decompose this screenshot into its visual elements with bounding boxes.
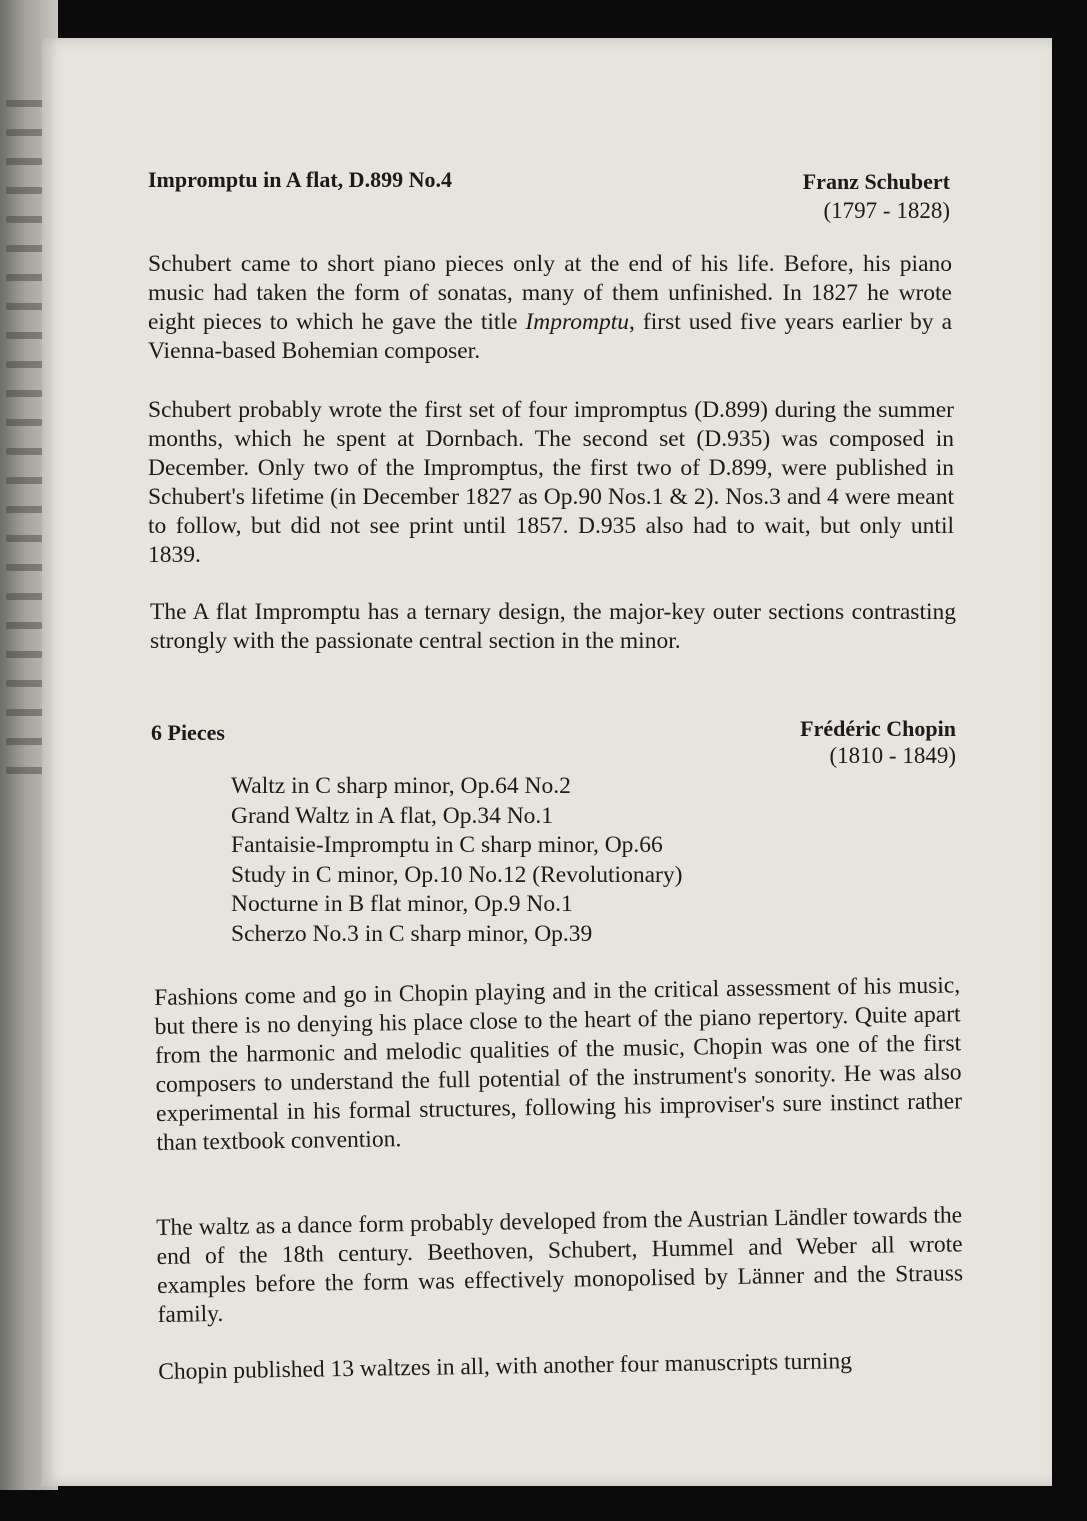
booklet-page: [42, 38, 1052, 1486]
schubert-paragraph-1: [148, 250, 952, 366]
schubert-paragraph-3: The A flat Impromptu has a ternary design, the major-key outer sections contrasting strongly with the passionate central section in the minor.: [150, 599, 956, 654]
list-item: Waltz in C sharp minor, Op.64 No.2: [231, 773, 571, 799]
schubert-paragraph-2: Schubert probably wrote the first set of four impromptus (D.899) during the summer months, which he spent at Dornbach. The second set (D.935) was composed in December. Only two of the Impromptus, the first two of D.899, were published in Schubert's lifetime (in December 1827 as Op.90 Nos.1 & 2). Nos.3 and 4 were meant to follow, but did not see print until 1857. D.935 also had to wait, but only until 1839.: [148, 397, 954, 568]
schubert-paragraph-1-italic-title: Impromptu: [525, 309, 629, 335]
list-item: Nocturne in B flat minor, Op.9 No.1: [231, 891, 573, 917]
chopin-paragraph-3: Chopin published 13 waltzes in all, with another four manuscripts turning: [158, 1348, 853, 1385]
list-item: Grand Waltz in A flat, Op.34 No.1: [231, 802, 554, 829]
chopin-composer-dates: (1810 - 1849): [829, 743, 956, 768]
schubert-paragraph-1-text-a: Schubert came to short piano pieces only at the end of his life. Before, his piano music had taken the form of sonatas, many of them unfinished. In 1827 he wrote eight pieces to which he gave the title: [148, 251, 952, 335]
schubert-composer-name: Franz Schubert: [802, 169, 950, 194]
schubert-paragraph-1-text-b: , first used five years earlier by a Vienna-based Bohemian composer.: [148, 309, 952, 364]
chopin-pieces-list: [231, 772, 682, 949]
chopin-paragraph-1: Fashions come and go in Chopin playing and in the critical assessment of his music, but there is no denying his place close to the heart of the piano repertory. Quite apart from the harmonic and melodic qualities of the music, Chopin was one of the first composers to understand the full potential of the instrument's sonority. He was also experimental in his formal structures, following his improviser's sure instinct rather than textbook convention.: [154, 972, 963, 1156]
list-item: Fantaisie-Impromptu in C sharp minor, Op.66: [231, 832, 663, 858]
chopin-composer-name: Frédéric Chopin: [800, 716, 956, 741]
schubert-piece-title: Impromptu in A flat, D.899 No.4: [148, 167, 452, 192]
page-content: [42, 38, 1052, 1486]
list-item: Study in C minor, Op.10 No.12 (Revolutionary): [231, 861, 683, 888]
schubert-composer-dates: (1797 - 1828): [823, 198, 950, 223]
chopin-piece-title: 6 Pieces: [151, 720, 225, 745]
list-item: Scherzo No.3 in C sharp minor, Op.39: [231, 920, 593, 947]
chopin-paragraph-2: The waltz as a dance form probably developed from the Austrian Ländler towards the end of the 18th century. Beethoven, Schubert, Hummel and Weber all wrote examples before the form was effectively monopolised by Länner and the Strauss family.: [156, 1202, 964, 1328]
